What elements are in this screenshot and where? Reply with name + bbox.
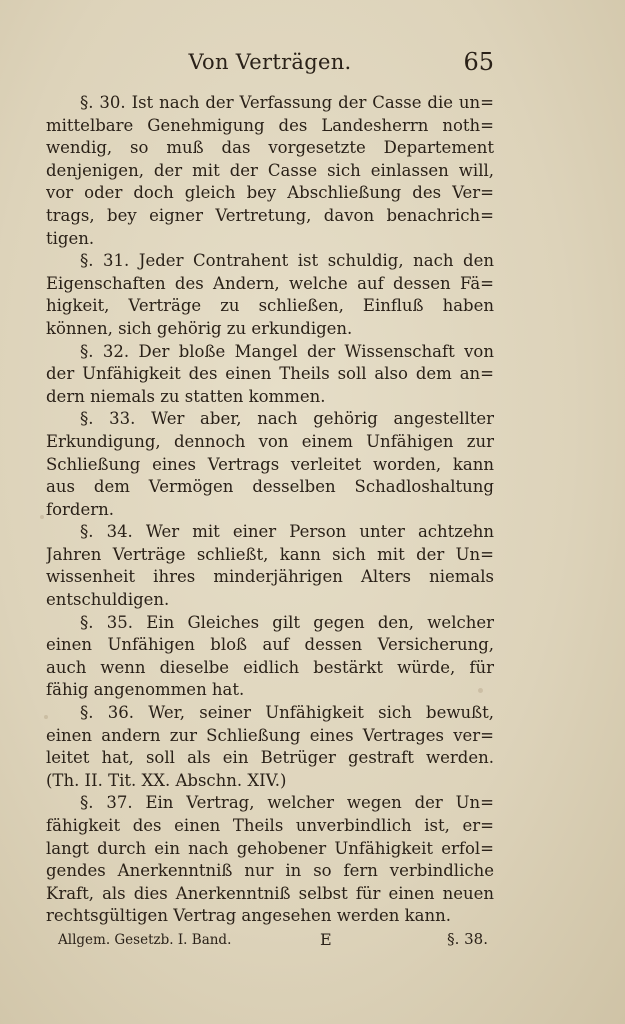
text-line: tigen. <box>46 228 95 248</box>
text-line: Jahren Verträge schließt, kann sich mit der Un= <box>46 544 494 564</box>
text-line: §. 36. Wer, seiner Unfähigkeit sich bewußt, <box>80 703 494 723</box>
text-line: einen andern zur Schließung eines Vertrages ver= <box>46 725 494 745</box>
text-line: wissenheit ihres minderjährigen Alters niemals <box>46 567 494 587</box>
text-line: higkeit, Verträge zu schließen, Einfluß haben <box>46 296 494 316</box>
page-body <box>46 92 494 928</box>
text-line: können, sich gehörig zu erkundigen. <box>46 318 353 338</box>
text-line: auch wenn dieselbe eidlich bestärkt würde, für <box>46 657 494 677</box>
text-line: §. 34. Wer mit einer Person unter achtzehn <box>80 522 494 542</box>
text-line: mittelbare Genehmigung des Landesherrn noth= <box>46 115 494 135</box>
text-line: §. 32. Der bloße Mangel der Wissenschaft von <box>80 341 494 361</box>
text-line: leitet hat, soll als ein Betrüger gestraft werden. <box>46 748 494 768</box>
text-line: Kraft, als dies Anerkenntniß selbst für einen neuen <box>46 883 494 903</box>
page-header <box>46 50 494 80</box>
text-line: §. 35. Ein Gleiches gilt gegen den, welcher <box>80 612 494 632</box>
page-number: 65 <box>463 48 494 76</box>
text-line: Erkundigung, dennoch von einem Unfähigen zur <box>46 431 494 451</box>
text-line: (Th. II. Tit. XX. Abschn. XIV.) <box>46 770 287 790</box>
text-line: langt durch ein nach gehobener Unfähigkeit erfol= <box>46 838 494 858</box>
text-line: fordern. <box>46 499 115 519</box>
text-line: fähig angenommen hat. <box>46 680 245 700</box>
text-line: wendig, so muß das vorgesetzte Departement <box>46 138 494 158</box>
signature-title: Allgem. Gesetzb. I. Band. <box>58 932 232 948</box>
text-line: fähigkeit des einen Theils unverbindlich ist, er= <box>46 816 494 835</box>
text-line: gendes Anerkenntniß nur in so fern verbindliche <box>46 861 494 881</box>
text-line: trags, bey eigner Vertretung, davon benachrich= <box>46 205 494 225</box>
text-line: §. 30. Ist nach der Verfassung der Casse die un= <box>80 93 494 112</box>
text-line: entschuldigen. <box>46 590 170 610</box>
text-line: einen Unfähigen bloß auf dessen Versicherung, <box>46 635 494 655</box>
text-line: §. 37. Ein Vertrag, welcher wegen der Un= <box>80 793 494 813</box>
text-line: rechtsgültigen Vertrag angesehen werden kann. <box>46 906 451 926</box>
text-line: vor oder doch gleich bey Abschließung des Ver= <box>46 183 494 203</box>
running-title: Von Verträgen. <box>188 50 352 74</box>
text-line: aus dem Vermögen desselben Schadloshaltung <box>46 477 494 497</box>
text-line: Eigenschaften des Andern, welche auf dessen Fä= <box>46 273 494 293</box>
catchword: §. 38. <box>447 930 488 948</box>
paper-speck <box>40 515 44 519</box>
text-line: dern niemals zu statten kommen. <box>46 386 326 406</box>
text-line: §. 33. Wer aber, nach gehörig angestellter <box>80 409 494 429</box>
page-footer <box>58 930 488 954</box>
text-line: der Unfähigkeit des einen Theils soll also dem an= <box>46 364 494 384</box>
text-line: Schließung eines Vertrags verleitet worden, kann <box>46 454 494 474</box>
signature-mark: E <box>320 930 332 949</box>
text-line: denjenigen, der mit der Casse sich einlassen will, <box>46 160 494 180</box>
text-line: §. 31. Jeder Contrahent ist schuldig, nach den <box>80 251 494 271</box>
